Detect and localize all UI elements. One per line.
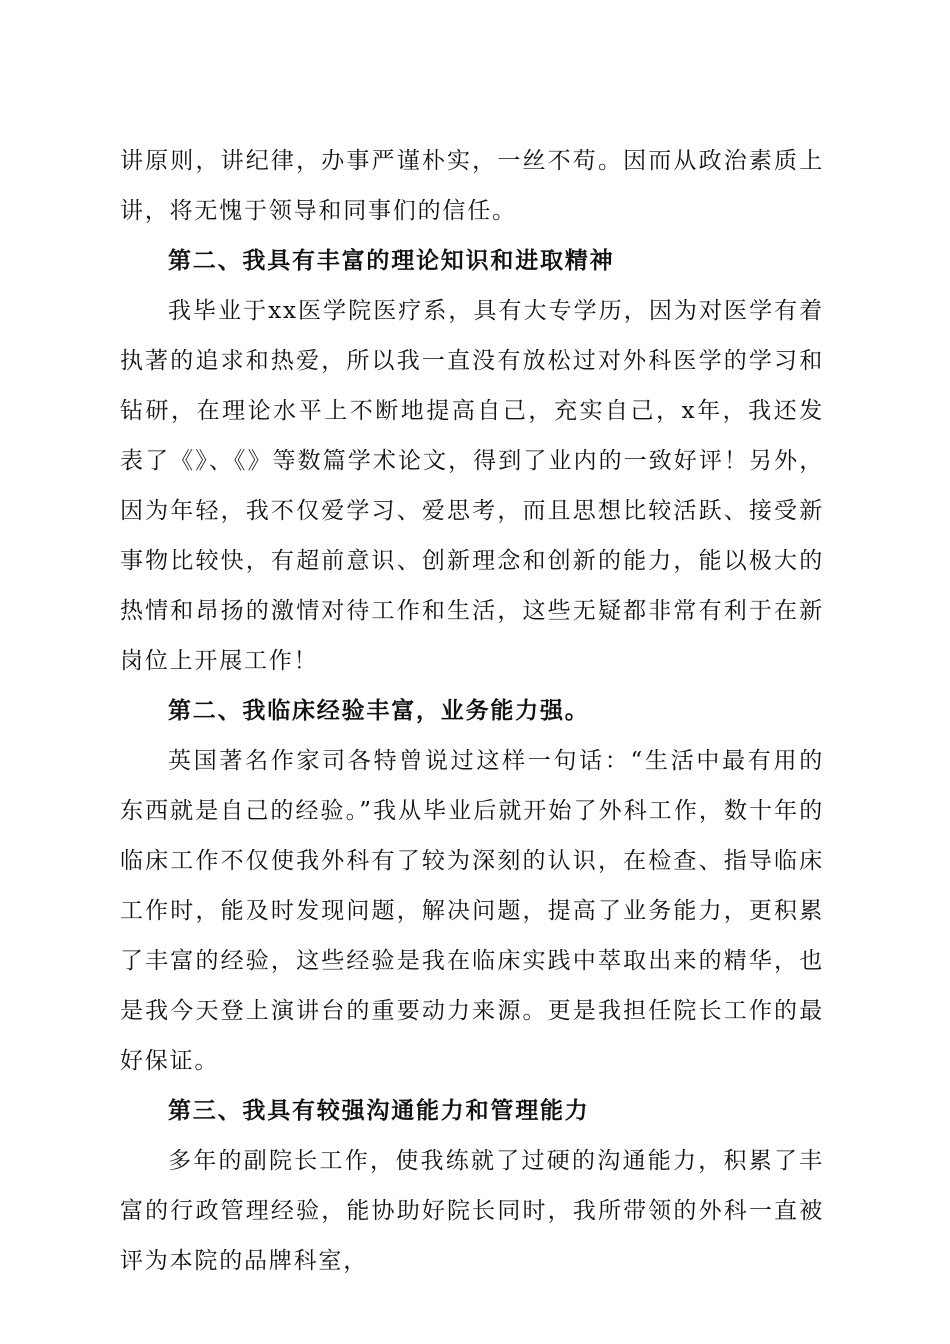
heading-clinical-experience: 第二、我临床经验丰富，业务能力强。	[168, 697, 590, 724]
document-body	[120, 136, 824, 1286]
heading-theory-knowledge: 第二、我具有丰富的理论知识和进取精神	[168, 247, 615, 274]
heading-communication-management: 第三、我具有较强沟通能力和管理能力	[168, 1097, 590, 1124]
paragraph-experience: 英国著名作家司各特曾说过这样一句话：“生活中最有用的东西就是自己的经验。”我从毕业后就开始了外科工作，数十年的临床工作不仅使我外科有了较为深刻的认识，在检查、指导临床工作时，能及时发现问题，解决问题，提高了业务能力，更积累了丰富的经验，这些经验是我在临床实践中萃取出来的精华，也是我今天登上演讲台的重要动力来源。更是我担任院长工作的最好保证。	[120, 748, 824, 1074]
paragraph-management: 多年的副院长工作，使我练就了过硬的沟通能力，积累了丰富的行政管理经验，能协助好院长同时，我所带领的外科一直被评为本院的品牌科室，	[120, 1148, 824, 1274]
paragraph-education: 我毕业于xx医学院医疗系，具有大专学历，因为对医学有着执著的追求和热爱，所以我一直没有放松过对外科医学的学习和钻研，在理论水平上不断地提高自己，充实自己，x年，我还发表了《》、《》等数篇学术论文，得到了业内的一致好评！另外，因为年轻，我不仅爱学习、爱思考，而且思想比较活跃、接受新事物比较快，有超前意识、创新理念和创新的能力，能以极大的热情和昂扬的激情对待工作和生活，这些无疑都非常有利于在新岗位上开展工作！	[120, 298, 824, 674]
paragraph-principles: 讲原则，讲纪律，办事严谨朴实，一丝不苟。因而从政治素质上讲，将无愧于领导和同事们的信任。	[120, 148, 824, 224]
